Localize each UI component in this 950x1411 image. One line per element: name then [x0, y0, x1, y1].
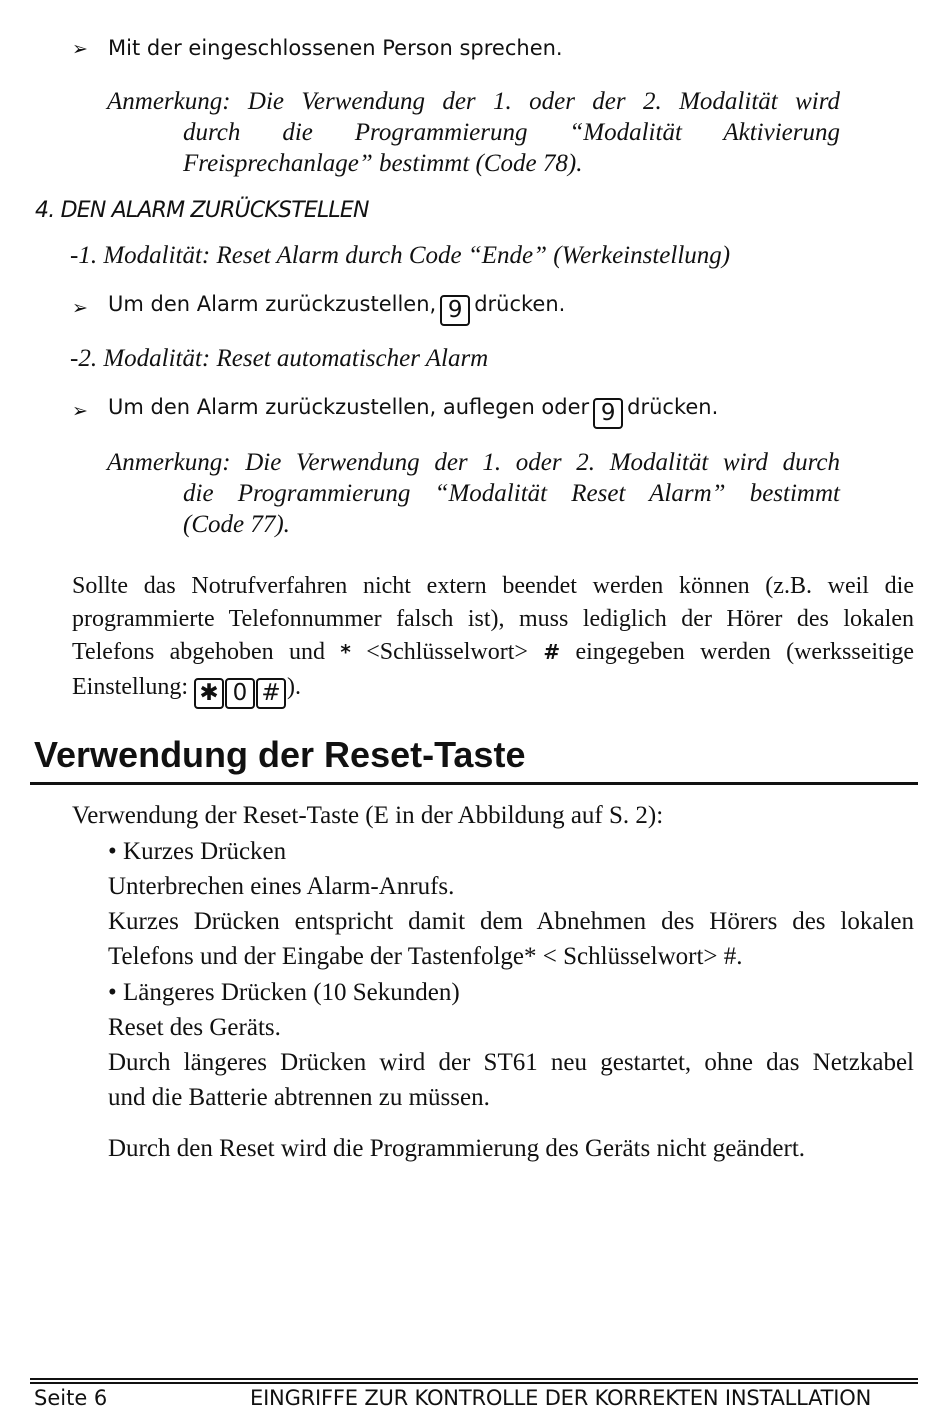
- star-symbol: *: [340, 640, 351, 664]
- key-9-icon: 9: [593, 398, 623, 429]
- bullet-text: [108, 395, 718, 429]
- key-9-icon: 9: [440, 295, 470, 326]
- list-text: Telefons und der Eingabe der Tastenfolge* < Schlüsselwort> #.: [108, 943, 743, 970]
- bullet-text: [108, 292, 565, 326]
- paragraph-line: [72, 671, 914, 709]
- final-note: Durch den Reset wird die Programmierung des Geräts nicht geändert.: [108, 1135, 806, 1162]
- list-text: Durch längeres Drücken wird der ST61 neu gestartet, ohne das Netzkabel: [108, 1049, 914, 1076]
- key-hash-icon: #: [256, 678, 286, 709]
- note-line: Anmerkung: Die Verwendung der 1. oder 2. Modalität wird durch: [107, 449, 840, 476]
- hash-symbol: #: [543, 640, 561, 664]
- bullet-text: Mit der eingeschlossenen Person sprechen.: [108, 36, 563, 60]
- list-text: Unterbrechen eines Alarm-Anrufs.: [108, 873, 455, 900]
- modality-line: -1. Modalität: Reset Alarm durch Code “Ende” (Werkeinstellung): [70, 242, 731, 269]
- paragraph-line: [72, 636, 914, 669]
- paragraph-line: Sollte das Notrufverfahren nicht extern beendet werden können (z.B. weil die: [72, 573, 914, 599]
- footer-rule: [30, 1382, 918, 1384]
- note-line: die Programmierung “Modalität Reset Alarm” bestimmt: [183, 480, 840, 507]
- list-item-title: Kurzes Drücken: [123, 838, 287, 865]
- key-sequence: [194, 674, 287, 706]
- note-line: (Code 77).: [183, 511, 290, 538]
- paragraph-text: Telefons abgehoben und: [72, 639, 325, 665]
- bullet-text-pre: Um den Alarm zurückzustellen,: [108, 292, 437, 316]
- paragraph-text: Einstellung:: [72, 674, 188, 700]
- paragraph-text: eingegeben werden (werksseitige: [575, 639, 915, 665]
- modality-line: -2. Modalität: Reset automatischer Alarm: [70, 345, 489, 372]
- arrow-bullet-icon: ➢: [72, 400, 88, 422]
- list-text: Reset des Geräts.: [108, 1014, 281, 1041]
- key-0-icon: 0: [225, 678, 255, 709]
- footer-rule: [30, 1378, 918, 1380]
- list-item: [108, 838, 286, 866]
- section-heading: Verwendung der Reset-Taste: [34, 734, 526, 775]
- reset-intro: Verwendung der Reset-Taste (E in der Abbildung auf S. 2):: [72, 802, 664, 829]
- key-star-icon: ✱: [194, 678, 224, 709]
- paragraph-text: <Schlüsselwort>: [366, 639, 528, 665]
- bullet-dot-icon: •: [108, 838, 117, 865]
- footer-page-number: Seite 6: [34, 1386, 108, 1410]
- footer-title: EINGRIFFE ZUR KONTROLLE DER KORREKTEN INSTALLATION: [250, 1386, 872, 1410]
- note-line: Anmerkung: Die Verwendung der 1. oder der 2. Modalität wird: [107, 88, 840, 115]
- paragraph-text: ).: [287, 674, 301, 700]
- list-text: Kurzes Drücken entspricht damit dem Abnehmen des Hörers des lokalen: [108, 908, 914, 935]
- section-title: 4. DEN ALARM ZURÜCKSTELLEN: [35, 198, 369, 223]
- list-item: [108, 979, 460, 1007]
- bullet-text-post: drücken.: [474, 292, 566, 316]
- arrow-bullet-icon: ➢: [72, 38, 88, 60]
- note-line: durch die Programmierung “Modalität Aktivierung: [183, 119, 840, 146]
- arrow-bullet-icon: ➢: [72, 297, 88, 319]
- bullet-dot-icon: •: [108, 979, 117, 1006]
- note-line: Freisprechanlage” bestimmt (Code 78).: [183, 150, 583, 177]
- list-text: und die Batterie abtrennen zu müssen.: [108, 1084, 490, 1111]
- paragraph-line: programmierte Telefonnummer falsch ist), muss lediglich der Hörer des lokalen: [72, 606, 914, 632]
- list-item-title: Längeres Drücken (10 Sekunden): [123, 979, 460, 1006]
- body-paragraph: [72, 570, 914, 709]
- heading-underline: [30, 782, 918, 785]
- bullet-text-post: drücken.: [627, 395, 719, 419]
- bullet-text-pre: Um den Alarm zurückzustellen, auflegen oder: [108, 395, 590, 419]
